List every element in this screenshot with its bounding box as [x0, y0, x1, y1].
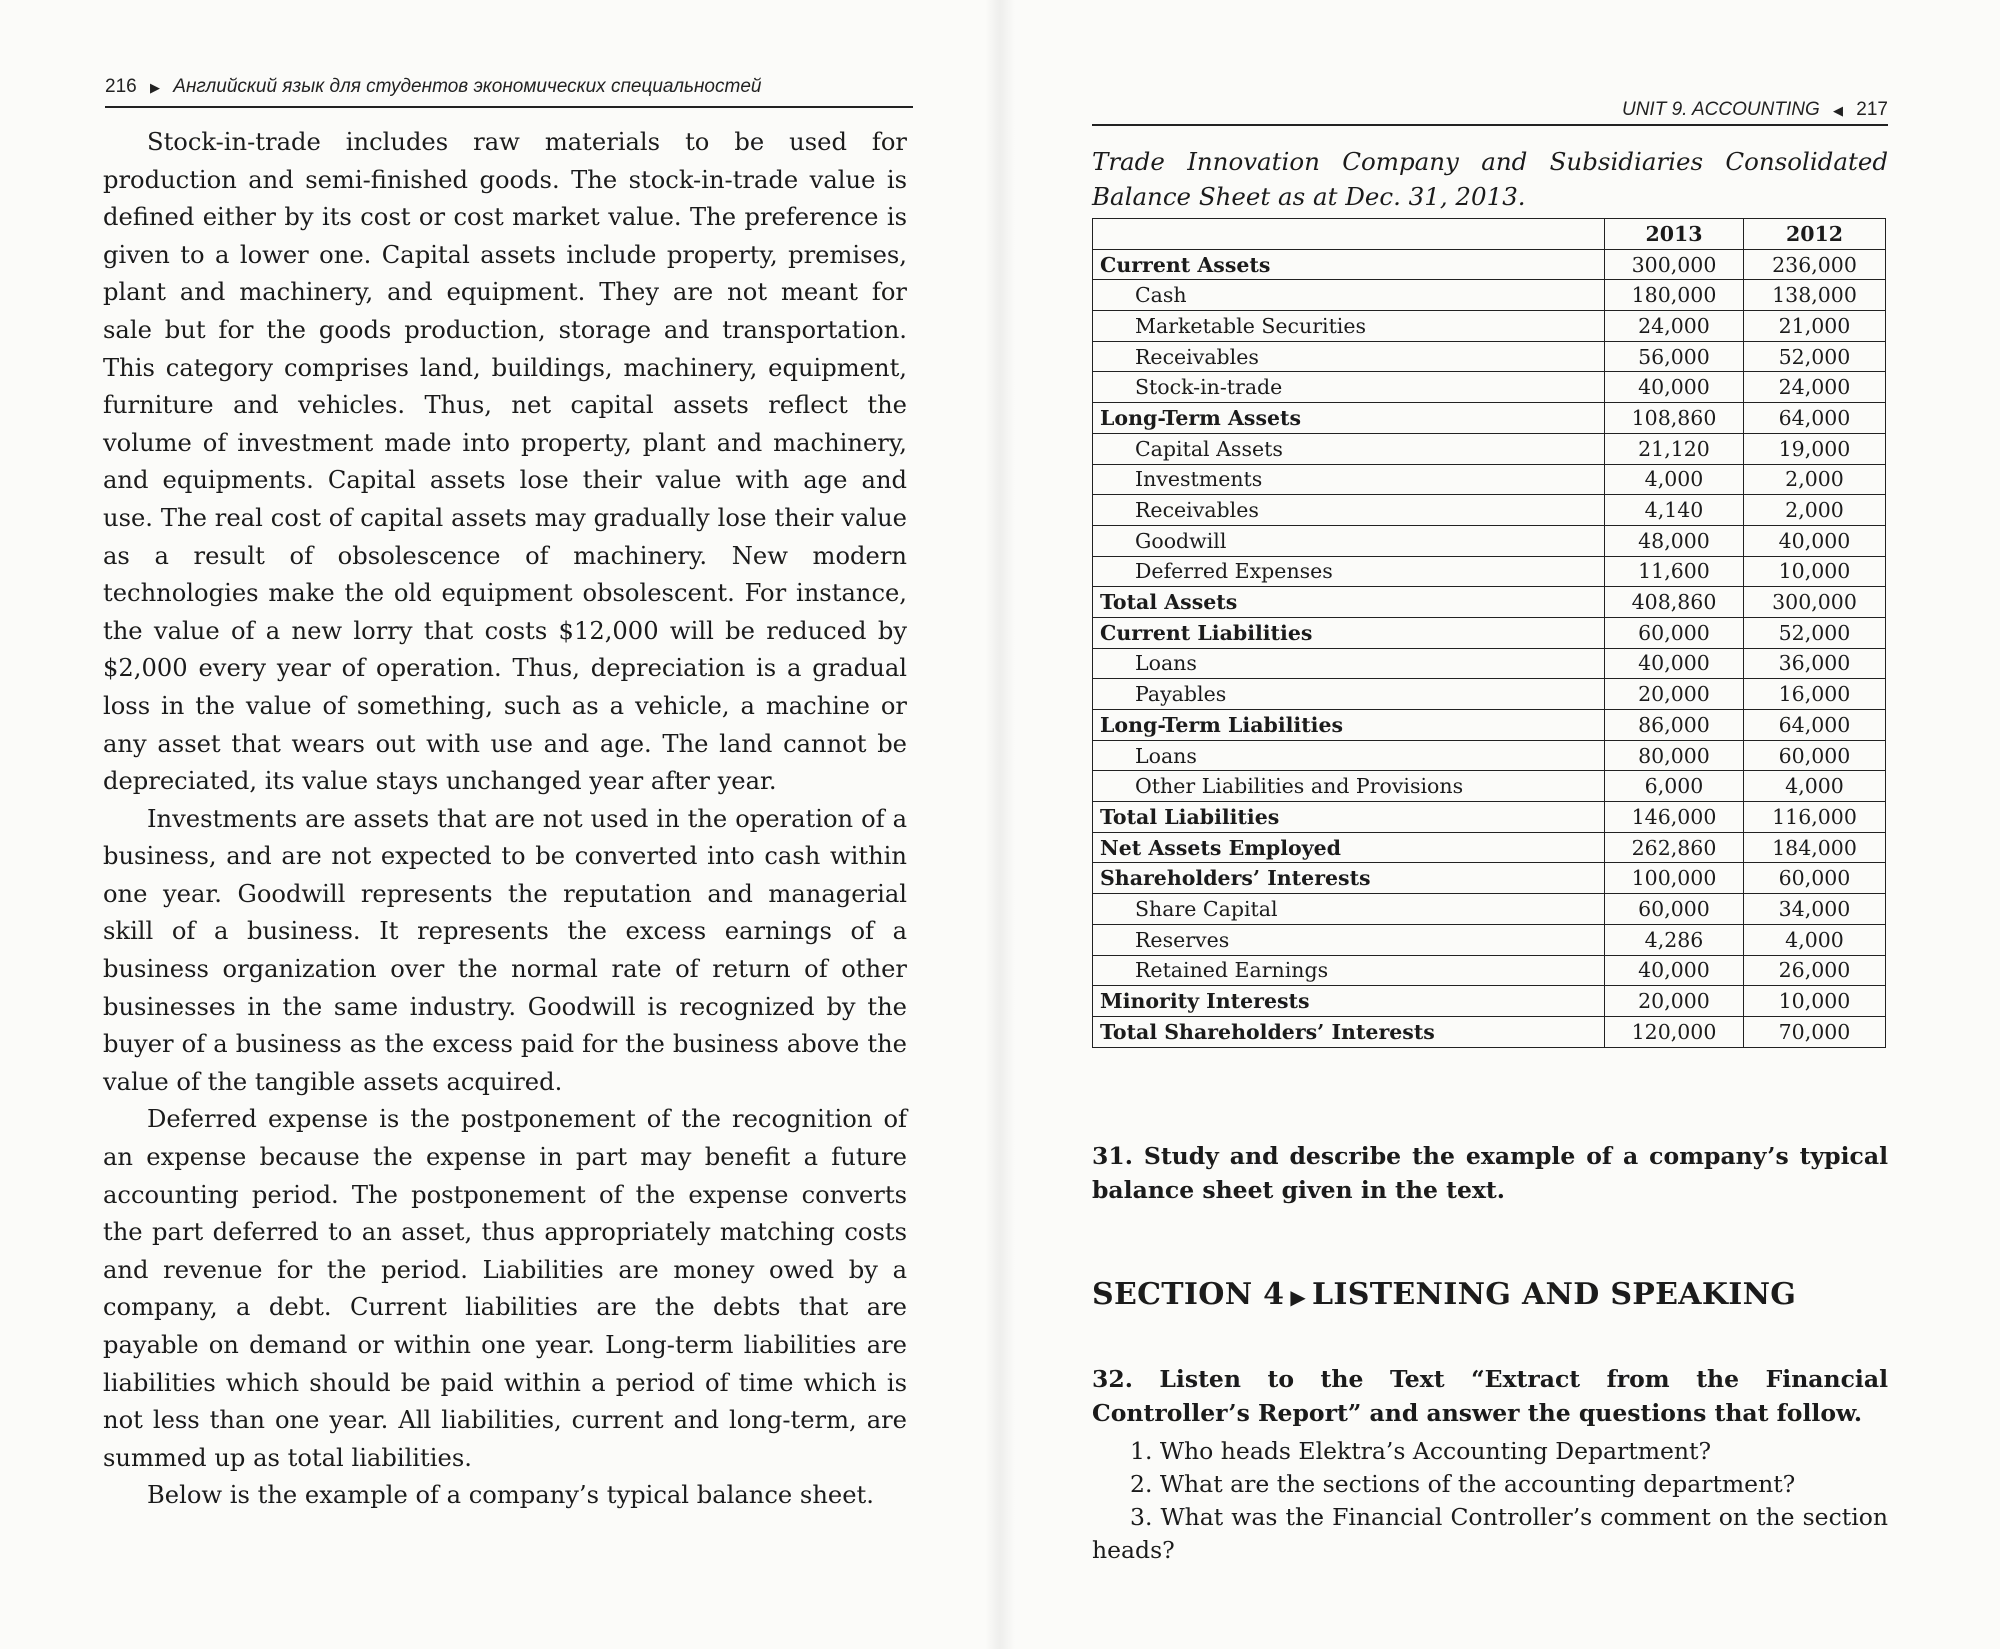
- value-2013-cell: 4,000: [1605, 464, 1744, 495]
- table-row: [1093, 587, 1886, 618]
- row-label-cell: Long-Term Assets: [1093, 403, 1605, 434]
- header-year-2012: 2012: [1744, 219, 1886, 250]
- table-row: [1093, 556, 1886, 587]
- value-2012-cell: 10,000: [1744, 556, 1886, 587]
- right-page: [1000, 0, 2000, 1649]
- value-2012-cell: 34,000: [1744, 894, 1886, 925]
- table-row: [1093, 403, 1886, 434]
- row-label-cell: Cash: [1093, 280, 1605, 311]
- row-label-cell: Minority Interests: [1093, 986, 1605, 1017]
- table-row: [1093, 740, 1886, 771]
- section-heading: [1092, 1277, 1796, 1312]
- table-row: [1093, 617, 1886, 648]
- value-2012-cell: 4,000: [1744, 924, 1886, 955]
- table-row: [1093, 280, 1886, 311]
- row-label-cell: Loans: [1093, 648, 1605, 679]
- value-2012-cell: 40,000: [1744, 525, 1886, 556]
- row-label-cell: Receivables: [1093, 341, 1605, 372]
- row-label-cell: Other Liabilities and Provisions: [1093, 771, 1605, 802]
- left-page-number: 216: [105, 76, 137, 97]
- value-2012-cell: 64,000: [1744, 710, 1886, 741]
- value-2013-cell: 20,000: [1605, 986, 1744, 1017]
- value-2012-cell: 16,000: [1744, 679, 1886, 710]
- left-running-title: Английский язык для студентов экономических специальностей: [173, 76, 762, 97]
- value-2012-cell: 26,000: [1744, 955, 1886, 986]
- left-header-rule: [105, 106, 913, 108]
- left-running-head: [105, 76, 761, 98]
- value-2012-cell: 52,000: [1744, 341, 1886, 372]
- table-row: [1093, 648, 1886, 679]
- value-2012-cell: 24,000: [1744, 372, 1886, 403]
- table-row: [1093, 311, 1886, 342]
- value-2013-cell: 56,000: [1605, 341, 1744, 372]
- section-number: SECTION 4: [1092, 1277, 1285, 1312]
- paragraph-investments: Investments are assets that are not used in the operation of a business, and are not expected to be converted into cash within one year. Goodwill represents the reputation and managerial skill of a business. It represents the excess earnings of a business organization over the normal rate of return of other businesses in the same industry. Goodwill is recognized by the buyer of a business as the excess paid for the business above the value of the tangible assets acquired.: [103, 804, 907, 1096]
- value-2012-cell: 2,000: [1744, 495, 1886, 526]
- value-2013-cell: 24,000: [1605, 311, 1744, 342]
- row-label-cell: Stock-in-trade: [1093, 372, 1605, 403]
- value-2013-cell: 21,120: [1605, 433, 1744, 464]
- value-2012-cell: 60,000: [1744, 863, 1886, 894]
- row-label-cell: Current Liabilities: [1093, 617, 1605, 648]
- question-item: 2. What are the sections of the accounting department?: [1130, 1470, 1796, 1498]
- row-label-cell: Shareholders’ Interests: [1093, 863, 1605, 894]
- table-row: [1093, 249, 1886, 280]
- row-label-cell: Current Assets: [1093, 249, 1605, 280]
- table-row: [1093, 525, 1886, 556]
- triangle-right-icon: ▶: [149, 80, 160, 95]
- row-label-cell: Deferred Expenses: [1093, 556, 1605, 587]
- table-row: [1093, 771, 1886, 802]
- row-label-cell: Capital Assets: [1093, 433, 1605, 464]
- balance-sheet-body: [1093, 249, 1886, 1047]
- value-2012-cell: 70,000: [1744, 1016, 1886, 1047]
- right-running-head: [1622, 99, 1888, 121]
- right-header-rule: [1092, 124, 1888, 126]
- paragraph-stock-in-trade: Stock-in-trade includes raw materials to be used for production and semi-finished goods. The stock-in-trade value is defined either by its cost or cost market value. The preference is given to a lower one. Capital assets include property, premises, plant and machinery, and equipment. They are not meant for sale but for the goods production, storage and transportation. This category comprises land, buildings, machinery, equipment, furniture and vehicles. Thus, net capital assets reflect the volume of investment made into property, plant and machinery, and equipments. Capital assets lose their value with age and use. The real cost of capital assets may gradually lose their value as a result of obsolescence of machinery. New modern technologies make the old equipment obsolescent. For instance, the value of a new lorry that costs $12,000 will be reduced by $2,000 every year of operation. Thus, depreciation is a gradual loss in the value of something, such as a vehicle, a machine or any asset that wears out with use and age. The land cannot be depreciated, its value stays unchanged year after year.: [103, 128, 907, 796]
- value-2013-cell: 4,140: [1605, 495, 1744, 526]
- table-row: [1093, 955, 1886, 986]
- table-row: [1093, 1016, 1886, 1047]
- triangle-right-icon: ▶: [1290, 1285, 1307, 1309]
- header-label-cell: [1093, 219, 1605, 250]
- value-2013-cell: 80,000: [1605, 740, 1744, 771]
- row-label-cell: Payables: [1093, 679, 1605, 710]
- table-row: [1093, 894, 1886, 925]
- value-2013-cell: 60,000: [1605, 894, 1744, 925]
- value-2013-cell: 300,000: [1605, 249, 1744, 280]
- value-2012-cell: 2,000: [1744, 464, 1886, 495]
- value-2012-cell: 4,000: [1744, 771, 1886, 802]
- table-row: [1093, 863, 1886, 894]
- row-label-cell: Retained Earnings: [1093, 955, 1605, 986]
- table-row: [1093, 372, 1886, 403]
- row-label-cell: Total Shareholders’ Interests: [1093, 1016, 1605, 1047]
- value-2012-cell: 60,000: [1744, 740, 1886, 771]
- value-2013-cell: 40,000: [1605, 648, 1744, 679]
- value-2013-cell: 20,000: [1605, 679, 1744, 710]
- row-label-cell: Long-Term Liabilities: [1093, 710, 1605, 741]
- triangle-left-icon: ◀: [1833, 103, 1844, 118]
- value-2012-cell: 21,000: [1744, 311, 1886, 342]
- row-label-cell: Total Assets: [1093, 587, 1605, 618]
- value-2012-cell: 116,000: [1744, 802, 1886, 833]
- value-2013-cell: 60,000: [1605, 617, 1744, 648]
- value-2012-cell: 184,000: [1744, 832, 1886, 863]
- table-header-row: [1093, 219, 1886, 250]
- table-row: [1093, 832, 1886, 863]
- paragraph-deferred-expense: Deferred expense is the postponement of the recognition of an expense because the expense in part may benefit a future accounting period. The postponement of the expense converts the part deferred to an asset, thus appropriately matching costs and revenue for the period. Liabilities are money owed by a company, a debt. Current liabilities are the debts that are payable on demand or within one year. Long-term liabilities are liabilities which should be paid within a period of time which is not less than one year. All liabilities, current and long-term, are summed up as total liabilities.: [103, 1105, 907, 1472]
- value-2013-cell: 40,000: [1605, 955, 1744, 986]
- question-item: 1. Who heads Elektra’s Accounting Department?: [1130, 1437, 1712, 1465]
- value-2012-cell: 64,000: [1744, 403, 1886, 434]
- table-row: [1093, 679, 1886, 710]
- value-2013-cell: 120,000: [1605, 1016, 1744, 1047]
- table-row: [1093, 924, 1886, 955]
- left-body-text: [103, 124, 907, 1515]
- table-row: [1093, 433, 1886, 464]
- value-2012-cell: 36,000: [1744, 648, 1886, 679]
- value-2013-cell: 86,000: [1605, 710, 1744, 741]
- value-2012-cell: 19,000: [1744, 433, 1886, 464]
- header-year-2013: 2013: [1605, 219, 1744, 250]
- value-2013-cell: 108,860: [1605, 403, 1744, 434]
- table-row: [1093, 710, 1886, 741]
- section-name: LISTENING AND SPEAKING: [1312, 1277, 1797, 1312]
- value-2012-cell: 300,000: [1744, 587, 1886, 618]
- value-2013-cell: 180,000: [1605, 280, 1744, 311]
- task-31: 31. Study and describe the example of a company’s typical balance sheet given in the text.: [1092, 1142, 1888, 1204]
- value-2012-cell: 10,000: [1744, 986, 1886, 1017]
- row-label-cell: Total Liabilities: [1093, 802, 1605, 833]
- value-2013-cell: 146,000: [1605, 802, 1744, 833]
- row-label-cell: Share Capital: [1093, 894, 1605, 925]
- right-running-title: UNIT 9. ACCOUNTING: [1621, 99, 1820, 120]
- value-2013-cell: 40,000: [1605, 372, 1744, 403]
- value-2012-cell: 138,000: [1744, 280, 1886, 311]
- paragraph-balance-sheet-intro: Below is the example of a company’s typical balance sheet.: [147, 1481, 874, 1510]
- question-item: 3. What was the Financial Controller’s comment on the section heads?: [1092, 1503, 1888, 1564]
- row-label-cell: Loans: [1093, 740, 1605, 771]
- row-label-cell: Reserves: [1093, 924, 1605, 955]
- value-2013-cell: 11,600: [1605, 556, 1744, 587]
- table-row: [1093, 341, 1886, 372]
- value-2013-cell: 262,860: [1605, 832, 1744, 863]
- value-2013-cell: 408,860: [1605, 587, 1744, 618]
- table-row: [1093, 802, 1886, 833]
- row-label-cell: Goodwill: [1093, 525, 1605, 556]
- row-label-cell: Net Assets Employed: [1093, 832, 1605, 863]
- value-2013-cell: 100,000: [1605, 863, 1744, 894]
- row-label-cell: Investments: [1093, 464, 1605, 495]
- row-label-cell: Marketable Securities: [1093, 311, 1605, 342]
- balance-sheet-table: [1092, 218, 1886, 1048]
- question-list: [1092, 1435, 1888, 1567]
- table-row: [1093, 495, 1886, 526]
- table-row: [1093, 986, 1886, 1017]
- value-2012-cell: 236,000: [1744, 249, 1886, 280]
- right-page-number: 217: [1856, 99, 1888, 120]
- table-row: [1093, 464, 1886, 495]
- value-2013-cell: 6,000: [1605, 771, 1744, 802]
- value-2012-cell: 52,000: [1744, 617, 1886, 648]
- value-2013-cell: 4,286: [1605, 924, 1744, 955]
- value-2013-cell: 48,000: [1605, 525, 1744, 556]
- table-caption: Trade Innovation Company and Subsidiaries Consolidated Balance Sheet as at Dec. 31, 2013.: [1092, 147, 1888, 211]
- row-label-cell: Receivables: [1093, 495, 1605, 526]
- task-32: 32. Listen to the Text “Extract from the Financial Controller’s Report” and answer the questions that follow.: [1092, 1365, 1888, 1427]
